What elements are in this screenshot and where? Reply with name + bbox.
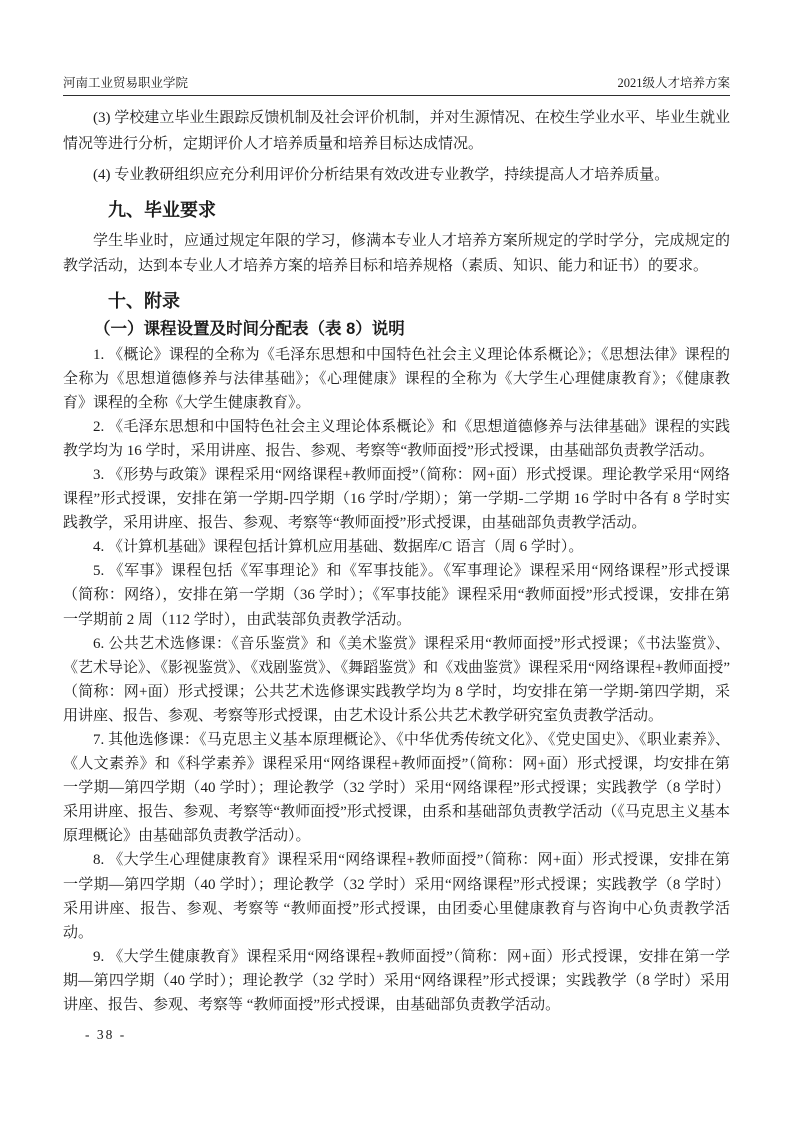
note-item-9: 9. 《大学生健康教育》课程采用“网络课程+教师面授”（简称：网+面）形式授课，安排在第一学期—第四学期（40 学时）；理论教学（32 学时）采用“网络课程”形式授课；实践教学（8 学时）采用讲座、报告、参观、考察等 “教师面授”形式授课，由基础部负责教学活动。 [63,948,730,1014]
note-item-2: 2. 《毛泽东思想和中国特色社会主义理论体系概论》和《思想道德修养与法律基础》课程的实践教学均为 16 学时，采用讲座、报告、参观、考察等“教师面授”形式授课，由基础部负责教学活动。 [63,418,730,459]
note-item-7: 7. 其他选修课：《马克思主义基本原理概论》、《中华优秀传统文化》、《党史国史》、《职业素养》、《人文素养》和《科学素养》课程采用“网络课程+教师面授”（简称：网+面）形式授课，均安排在第一学期—第四学期（40 学时）；理论教学（32 学时）采用“网络课程”形式授课；实践教学（8 学时）采用讲座、报告、参观、考察等“教师面授”形式授课，由系和基础部负责教学活动（《马克思主义基本原理概论》由基础部负责教学活动）。 [63,732,730,845]
note-item-1: 1. 《概论》课程的全称为《毛泽东思想和中国特色社会主义理论体系概论》；《思想法律》课程的全称为《思想道德修养与法律基础》；《心理健康》课程的全称为《大学生心理健康教育》；《健康教育》课程的全称《大学生健康教育》。 [63,346,730,411]
note-item-8: 8. 《大学生心理健康教育》课程采用“网络课程+教师面授”（简称：网+面）形式授课，安排在第一学期—第四学期（40 学时）；理论教学（32 学时）采用“网络课程”形式授课；实践教学（8 学时）采用讲座、报告、参观、考察等 “教师面授”形式授课，由团委心里健康教育与咨询中心负责教学活动。 [63,852,730,941]
document-body [63,106,730,1017]
header-school-name: 河南工业贸易职业学院 [63,76,189,90]
subsection-heading-course-table-note: （一）课程设置及时间分配表（表 8）说明 [94,319,405,338]
paragraph-evaluation-3: (3) 学校建立毕业生跟踪反馈机制及社会评价机制，并对生源情况、在校生学业水平、毕业生就业情况等进行分析，定期评价人才培养质量和培养目标达成情况。 [63,110,730,152]
section-heading-graduation-requirements: 九、毕业要求 [108,199,216,220]
note-item-4: 4. 《计算机基础》课程包括计算机应用基础、数据库/C 语言（周 6 学时）。 [93,539,584,556]
page-header [63,74,730,96]
section-heading-appendix: 十、附录 [108,290,180,311]
header-divider [63,95,730,96]
page-footer [85,1026,126,1044]
page-number: - 38 - [85,1027,127,1042]
header-document-title: 2021级人才培养方案 [617,76,730,90]
paragraph-evaluation-4: (4) 专业教研组织应充分利用评价分析结果有效改进专业教学，持续提高人才培养质量。 [93,167,670,183]
note-item-3: 3. 《形势与政策》课程采用“网络课程+教师面授”（简称：网+面）形式授课。理论教学采用“网络课程”形式授课，安排在第一学期-四学期（16 学时/学期）；第一学期-二学期 16 学时中各有 8 学时实践教学，采用讲座、报告、参观、考察等“教师面授”形式授课，由基础部负责教学活动。 [63,466,730,532]
note-item-5: 5. 《军事》课程包括《军事理论》和《军事技能》。《军事理论》课程采用“网络课程”形式授课（简称：网络），安排在第一学期（36 学时）；《军事技能》课程采用“教师面授”形式授课，安排在第一学期前 2 周（112 学时），由武装部负责教学活动。 [63,563,730,628]
paragraph-graduation-requirements: 学生毕业时，应通过规定年限的学习，修满本专业人才培养方案所规定的学时学分，完成规定的教学活动，达到本专业人才培养方案的培养目标和培养规格（素质、知识、能力和证书）的要求。 [63,232,730,274]
note-item-6: 6. 公共艺术选修课：《音乐鉴赏》和《美术鉴赏》课程采用“教师面授”形式授课；《书法鉴赏》、《艺术导论》、《影视鉴赏》、《戏剧鉴赏》、《舞蹈鉴赏》和《戏曲鉴赏》课程采用“网络课程+教师面授”（简称：网+面）形式授课；公共艺术选修课实践教学均为 8 学时，均安排在第一学期-第四学期，采用讲座、报告、参观、考察等形式授课，由艺术设计系公共艺术教学研究室负责教学活动。 [63,635,730,724]
